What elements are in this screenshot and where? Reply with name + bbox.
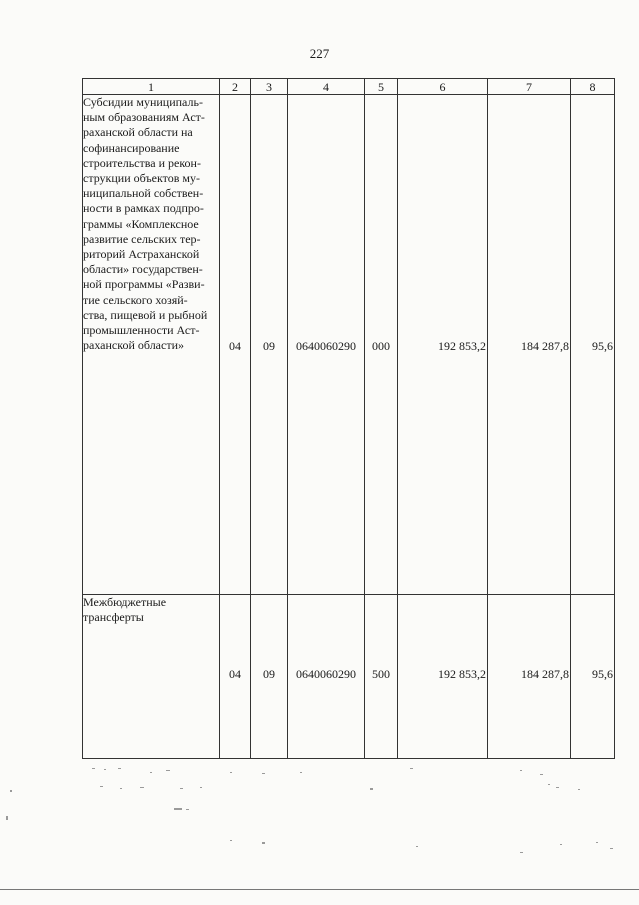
table-row [83, 595, 615, 759]
plan-amount: 192 853,2 [438, 339, 486, 353]
header-cell: 6 [398, 79, 488, 95]
name-line: ства, пищевой и рыбной [83, 307, 208, 322]
name-line: ности в рамках подпро- [83, 201, 204, 216]
expense-type-cell [365, 95, 398, 595]
table-row [83, 95, 615, 595]
name-line: раханской области на [83, 125, 193, 140]
name-line: риторий Астраханской [83, 247, 200, 262]
header-cell: 4 [288, 79, 365, 95]
name-line: ным образованиям Аст- [83, 110, 205, 125]
expense-type-code: 500 [372, 667, 390, 681]
name-line: развитие сельских тер- [83, 231, 201, 246]
plan-amount-cell [398, 95, 488, 595]
target-article-cell [288, 95, 365, 595]
name-line: раханской области» [83, 338, 184, 353]
name-line: Субсидии муниципаль- [83, 95, 203, 109]
header-cell: 5 [365, 79, 398, 95]
name-line: трансферты [83, 610, 144, 625]
target-article-code: 0640060290 [296, 339, 356, 353]
table-header-row [83, 79, 615, 95]
section-code-cell [220, 95, 251, 595]
name-line: тие сельского хозяй- [83, 292, 188, 307]
percent-value: 95,6 [592, 339, 613, 353]
row-name-cell [83, 95, 220, 595]
subsection-code: 09 [263, 667, 275, 681]
actual-amount-cell [488, 95, 571, 595]
subsection-code-cell [251, 95, 288, 595]
header-cell: 3 [251, 79, 288, 95]
actual-amount-cell [488, 595, 571, 759]
name-line: ной программы «Разви- [83, 277, 205, 292]
target-article-code: 0640060290 [296, 667, 356, 681]
expense-type-cell [365, 595, 398, 759]
section-code: 04 [229, 339, 241, 353]
page-number: 227 [309, 46, 330, 61]
name-line: софинансирование [83, 140, 180, 155]
name-line: струкции объектов му- [83, 171, 201, 186]
subsection-code: 09 [263, 339, 275, 353]
actual-amount: 184 287,8 [521, 667, 569, 681]
expense-type-code: 000 [372, 339, 390, 353]
scan-edge-line [0, 889, 639, 890]
name-line: промышленности Аст- [83, 323, 200, 338]
header-cell: 2 [220, 79, 251, 95]
plan-amount-cell [398, 595, 488, 759]
scan-noise [0, 760, 639, 900]
percent-cell [571, 595, 615, 759]
name-line: ниципальной собствен- [83, 186, 204, 201]
percent-value: 95,6 [592, 667, 613, 681]
name-line: области» государствен- [83, 262, 203, 277]
section-code-cell [220, 595, 251, 759]
subsection-code-cell [251, 595, 288, 759]
plan-amount: 192 853,2 [438, 667, 486, 681]
section-code: 04 [229, 667, 241, 681]
header-cell: 8 [571, 79, 615, 95]
target-article-cell [288, 595, 365, 759]
name-line: Межбюджетные [83, 595, 167, 609]
percent-cell [571, 95, 615, 595]
header-cell: 1 [83, 79, 220, 95]
header-cell: 7 [488, 79, 571, 95]
row-name-cell [83, 595, 220, 759]
budget-table [82, 78, 615, 759]
name-line: строительства и рекон- [83, 155, 201, 170]
name-line: граммы «Комплексное [83, 216, 199, 231]
actual-amount: 184 287,8 [521, 339, 569, 353]
